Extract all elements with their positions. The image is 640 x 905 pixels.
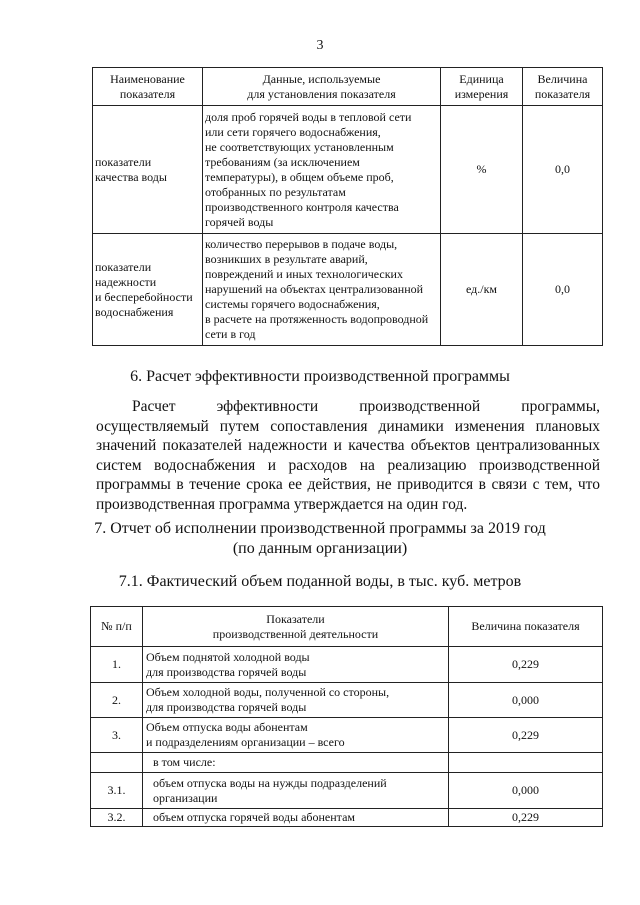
row-number: 2. [91, 683, 143, 718]
table-row [91, 683, 603, 718]
header-indicator-data: Данные, используемые для установления показателя [203, 68, 441, 106]
row-value: 0,229 [449, 809, 603, 827]
subsection-7-1-heading: 7.1. Фактический объем поданной воды, в тыс. куб. метров [118, 573, 522, 590]
indicators-table [92, 67, 603, 346]
indicator-value: 0,0 [523, 106, 603, 234]
row-label: объем отпуска горячей воды абонентам [143, 809, 449, 827]
table-row [91, 753, 603, 773]
row-label: Объем отпуска воды абонентам и подразделениям организации – всего [143, 718, 449, 753]
indicator-value: 0,0 [523, 234, 603, 346]
indicator-name: показатели надежности и бесперебойности водоснабжения [93, 234, 203, 346]
row-number: 1. [91, 647, 143, 683]
header-number: № п/п [91, 607, 143, 647]
section7-heading: 7. Отчет об исполнении производственной программы за 2019 год [94, 520, 546, 537]
table-header-row [93, 68, 603, 106]
table-row [91, 809, 603, 827]
row-value: 0,000 [449, 683, 603, 718]
section6-heading: 6. Расчет эффективности производственной программы [130, 368, 510, 385]
row-number: 3.2. [91, 809, 143, 827]
row-value: 0,229 [449, 718, 603, 753]
indicator-data: количество перерывов в подаче воды, возникших в результате аварий, повреждений и иных технологических нарушений на объектах централизованной системы горячего водоснабжения, в расчете на протяженность водопроводной сети в год [203, 234, 441, 346]
table-row [93, 234, 603, 346]
section7-heading-sub: (по данным организации) [232, 540, 408, 557]
indicator-unit: % [441, 106, 523, 234]
row-number: 3.1. [91, 773, 143, 809]
row-number [91, 753, 143, 773]
header-unit: Единица измерения [441, 68, 523, 106]
row-value: 0,000 [449, 773, 603, 809]
water-volume-table [90, 606, 603, 827]
header-value: Величина показателя [449, 607, 603, 647]
row-value: 0,229 [449, 647, 603, 683]
table-row [93, 106, 603, 234]
header-indicator-name: Наименование показателя [93, 68, 203, 106]
row-label: в том числе: [143, 753, 449, 773]
row-number: 3. [91, 718, 143, 753]
page-number: 3 [316, 38, 324, 53]
row-label: объем отпуска воды на нужды подразделений организации [143, 773, 449, 809]
row-label: Объем холодной воды, полученной со стороны, для производства горячей воды [143, 683, 449, 718]
table-header-row [91, 607, 603, 647]
row-value [449, 753, 603, 773]
section6-paragraph: Расчет эффективности производственной программы, осуществляемый путем сопоставления динамики изменения плановых значений показателей надежности и качества объектов централизованных систем водоснабжения и расходов на реализацию производственной программы в течение срока ее действия, не приводится в связи с тем, что производственная программа утверждается на один год. [96, 398, 600, 513]
table-row [91, 647, 603, 683]
table-row [91, 773, 603, 809]
header-indicators: Показатели производственной деятельности [143, 607, 449, 647]
indicator-name: показатели качества воды [93, 106, 203, 234]
table-row [91, 718, 603, 753]
indicator-data: доля проб горячей воды в тепловой сети или сети горячего водоснабжения, не соответствующих установленным требованиям (за исключением температуры), в общем объеме проб, отобранных по результатам производственного контроля качества горячей воды [203, 106, 441, 234]
row-label: Объем поднятой холодной воды для производства горячей воды [143, 647, 449, 683]
indicator-unit: ед./км [441, 234, 523, 346]
header-value: Величина показателя [523, 68, 603, 106]
